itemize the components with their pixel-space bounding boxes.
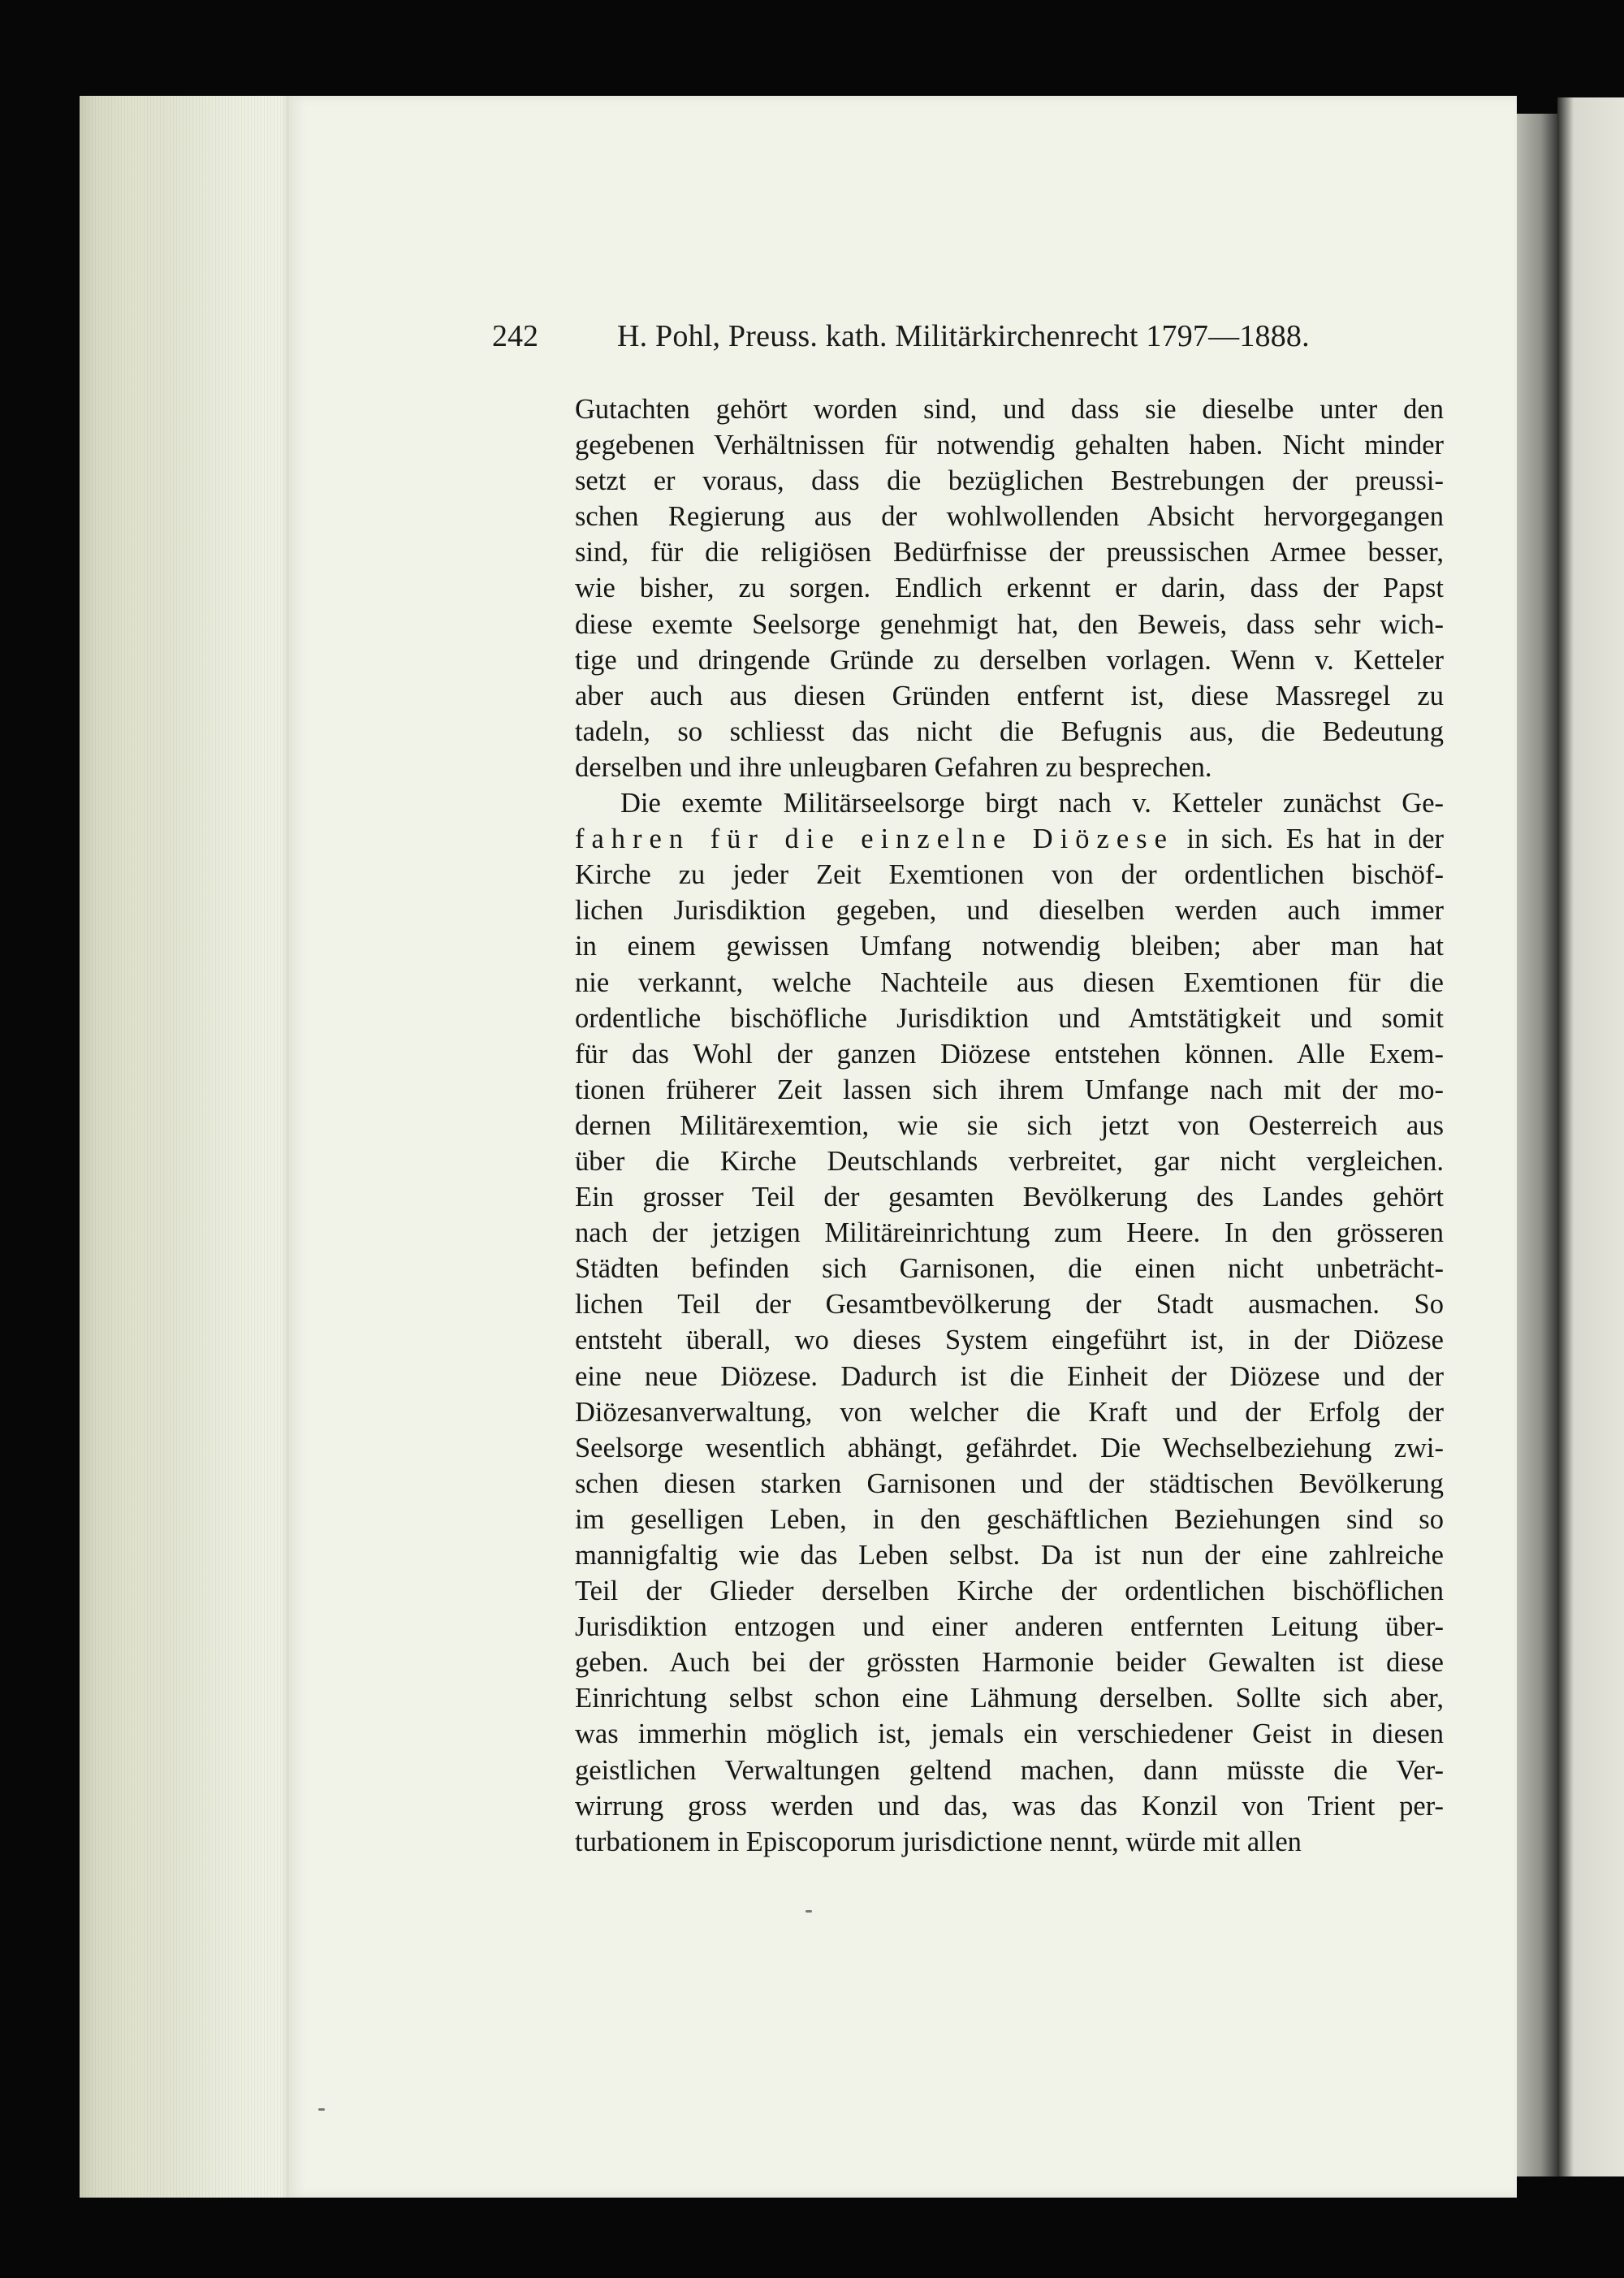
text-line: schen Regierung aus der wohlwollenden Absicht hervorgegangen: [575, 501, 1444, 533]
text-line: sind, für die religiösen Bedürfnisse der preussischen Armee besser,: [575, 537, 1444, 568]
text-line: Diözesanverwaltung, von welcher die Kraft und der Erfolg der: [575, 1396, 1444, 1428]
text-line: für das Wohl der ganzen Diözese entstehen können. Alle Exem-: [575, 1038, 1444, 1070]
text-line: Teil der Glieder derselben Kirche der ordentlichen bischöflichen: [575, 1576, 1444, 1607]
text-line: setzt er voraus, dass die bezüglichen Bestrebungen der preussi-: [575, 465, 1444, 497]
text-line: Die exemte Militärseelsorge birgt nach v. Ketteler zunächst Ge-: [620, 788, 1444, 819]
text-line: Städten befinden sich Garnisonen, die einen nicht unbeträcht-: [575, 1253, 1444, 1285]
page-edges: [80, 96, 291, 2198]
paper-speck: [318, 2108, 325, 2111]
text-line: im geselligen Leben, in den geschäftlichen Beziehungen sind so: [575, 1503, 1444, 1535]
text-line: Seelsorge wesentlich abhängt, gefährdet. Die Wechselbeziehung zwi-: [575, 1432, 1444, 1463]
text-line: eine neue Diözese. Dadurch ist die Einheit der Diözese und der: [575, 1360, 1444, 1392]
running-title: H. Pohl, Preuss. kath. Militärkirchenrecht 1797—1888.: [617, 319, 1310, 353]
text-line: Gutachten gehört worden sind, und dass sie dieselbe unter den: [575, 394, 1444, 425]
page-number: 242: [492, 319, 538, 353]
text-line: Einrichtung selbst schon eine Lähmung derselben. Sollte sich aber,: [575, 1683, 1444, 1714]
paragraph-2: [575, 785, 1444, 1860]
text-line: geben. Auch bei der grössten Harmonie beider Gewalten ist diese: [575, 1647, 1444, 1679]
text-line: tige und dringende Gründe zu derselben vorlagen. Wenn v. Ketteler: [575, 644, 1444, 676]
text-line: gegebenen Verhältnissen für notwendig gehalten haben. Nicht minder: [575, 430, 1444, 461]
text-line: lichen Jurisdiktion gegeben, und dieselben werden auch immer: [575, 895, 1444, 927]
text-line: tionen früherer Zeit lassen sich ihrem Umfange nach mit der mo-: [575, 1074, 1444, 1105]
text-line: mannigfaltig wie das Leben selbst. Da ist nun der eine zahlreiche: [575, 1540, 1444, 1571]
text-line: turbationem in Episcoporum jurisdictione nennt, würde mit allen: [575, 1826, 1302, 1857]
text-line: Kirche zu jeder Zeit Exemtionen von der ordentlichen bischöf-: [575, 859, 1444, 891]
text-line: diese exemte Seelsorge genehmigt hat, den Beweis, dass sehr wich-: [575, 608, 1444, 640]
text-line: in einem gewissen Umfang notwendig bleiben; aber man hat: [575, 931, 1444, 962]
text-line: wirrung gross werden und das, was das Konzil von Trient per-: [575, 1790, 1444, 1822]
text-line: Ein grosser Teil der gesamten Bevölkerung des Landes gehört: [575, 1182, 1444, 1213]
text-line: ordentliche bischöfliche Jurisdiktion und Amtstätigkeit und somit: [575, 1002, 1444, 1034]
running-header: [492, 318, 1345, 367]
text-line: derselben und ihre unleugbaren Gefahren zu besprechen.: [575, 751, 1212, 783]
text-line: entsteht überall, wo dieses System eingeführt ist, in der Diözese: [575, 1325, 1444, 1356]
text-line: wie bisher, zu sorgen. Endlich erkennt er darin, dass der Papst: [575, 573, 1444, 604]
body-text: [575, 391, 1444, 1860]
text-line: nie verkannt, welche Nachteile aus diesen Exemtionen für die: [575, 966, 1444, 998]
text-line: aber auch aus diesen Gründen entfernt ist, diese Massregel zu: [575, 680, 1444, 711]
text-line: lichen Teil der Gesamtbevölkerung der Stadt ausmachen. So: [575, 1289, 1444, 1321]
text-line: Jurisdiktion entzogen und einer anderen entfernten Leitung über-: [575, 1611, 1444, 1643]
text-line: über die Kirche Deutschlands verbreitet, gar nicht vergleichen.: [575, 1145, 1444, 1177]
text-line: was immerhin möglich ist, jemals ein verschiedener Geist in diesen: [575, 1718, 1444, 1750]
facing-page-edge: [1557, 97, 1624, 2176]
text-line: dernen Militärexemtion, wie sie sich jetzt von Oesterreich aus: [575, 1109, 1444, 1141]
emphasized-phrase: fahren für die einzelne Diözese: [575, 823, 1174, 855]
paper-speck: [806, 1910, 812, 1913]
text-line: nach der jetzigen Militäreinrichtung zum Heere. In den grösseren: [575, 1217, 1444, 1249]
paragraph-1: [575, 391, 1444, 785]
text-line: geistlichen Verwaltungen geltend machen, dann müsste die Ver-: [575, 1754, 1444, 1786]
text-fragment: in sich. Es hat in der: [1173, 823, 1445, 855]
text-line: [575, 821, 1444, 857]
book-gutter: [1517, 114, 1557, 2176]
text-line: schen diesen starken Garnisonen und der städtischen Bevölkerung: [575, 1468, 1444, 1499]
text-line: tadeln, so schliesst das nicht die Befugnis aus, die Bedeutung: [575, 715, 1444, 747]
